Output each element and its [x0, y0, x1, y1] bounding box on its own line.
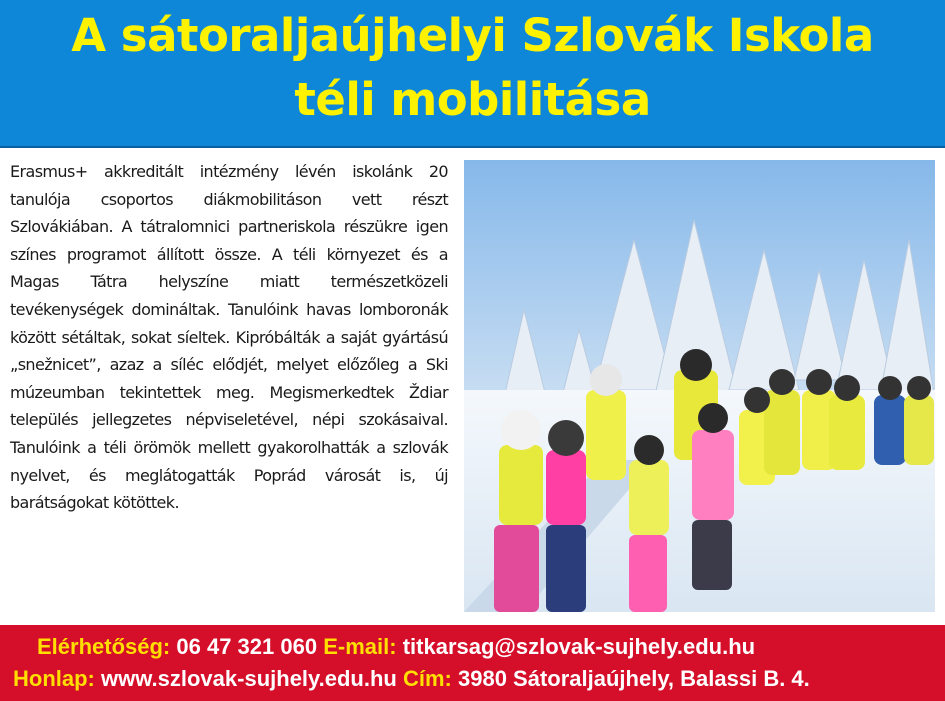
- phone-value: 06 47 321 060: [176, 634, 318, 659]
- address-label: Cím:: [402, 666, 452, 691]
- contact-row-web-address: [13, 663, 945, 695]
- title-line-2: téli mobilitása: [294, 73, 651, 126]
- article-text: Erasmus+ akkreditált intézmény lévén iskolánk 20 tanulója csoportos diákmobilitáson vett részt Szlovákiában. A tátralomnici partneriskola részükre igen színes programot állított össze. A téli környezet és a Magas Tátra helyszíne miatt természetközeli tevékenységek domináltak. Tanulóink havas lomboronák között sétáltak, sokat síeltek. Kipróbálták a saját gyártású „snežnicet”, azaz a síléc elődjét, melyet előzőleg a Ski múzeumban tekintettek meg. Megismerkedtek Ždiar település jellegzetes népviseletével, népi szokásaival. Tanulóink a téli örömök mellett gyakorolhatták a szlovák nyelvet, és meglátogatták Poprád városát is, új barátságokat kötöttek.: [10, 162, 448, 513]
- title-line-1: A sátoraljaújhelyi Szlovák Iskola: [71, 9, 874, 62]
- address-value: 3980 Sátoraljaújhely, Balassi B. 4.: [458, 666, 810, 691]
- contact-row-phone-email: [13, 625, 945, 663]
- group-photo: [464, 160, 935, 612]
- page-title: [0, 0, 945, 132]
- header-banner: [0, 0, 945, 148]
- web-label: Honlap:: [13, 666, 95, 691]
- web-value: www.szlovak-sujhely.edu.hu: [101, 666, 397, 691]
- email-label: E-mail:: [323, 634, 397, 659]
- phone-label: Elérhetőség:: [37, 634, 171, 659]
- contact-footer: [0, 625, 945, 701]
- email-value: titkarsag@szlovak-sujhely.edu.hu: [402, 634, 756, 659]
